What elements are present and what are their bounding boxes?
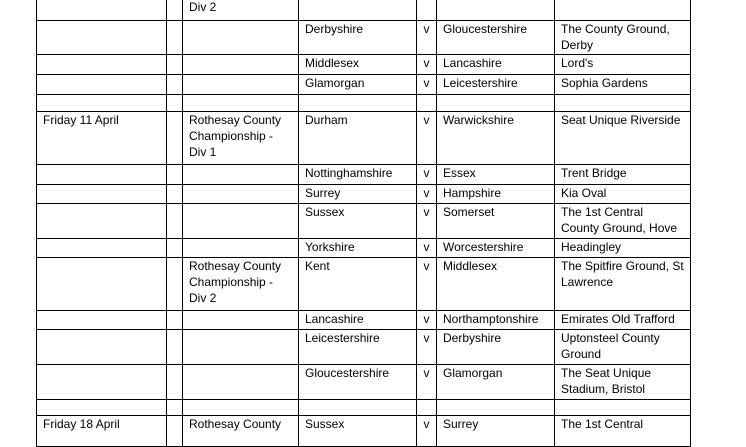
venue-cell: The 1st Central xyxy=(555,416,691,447)
fixture-row xyxy=(37,112,691,165)
away-team-cell: Northamptonshire xyxy=(437,311,555,330)
versus-cell: v xyxy=(417,365,437,400)
versus-cell: v xyxy=(417,258,437,311)
competition-cell xyxy=(183,21,299,55)
gap-cell xyxy=(167,185,183,204)
versus-cell: v xyxy=(417,165,437,185)
gap-cell xyxy=(167,21,183,55)
date-cell xyxy=(37,165,167,185)
date-cell xyxy=(37,330,167,365)
fixture-row xyxy=(37,311,691,330)
home-team-cell: Leicestershire xyxy=(299,330,417,365)
versus-cell: v xyxy=(417,239,437,258)
gap-cell xyxy=(167,112,183,165)
fixture-row xyxy=(37,0,691,21)
fixtures-table xyxy=(36,0,691,447)
venue-cell: Seat Unique Riverside xyxy=(555,112,691,165)
versus-cell: v xyxy=(417,204,437,239)
competition-cell: Rothesay County Championship - Div 1 xyxy=(183,112,299,165)
date-cell xyxy=(37,55,167,75)
fixture-row xyxy=(37,239,691,258)
competition-cell xyxy=(183,311,299,330)
versus-cell: v xyxy=(417,311,437,330)
venue-cell: Kia Oval xyxy=(555,185,691,204)
competition-cell: Rothesay County xyxy=(183,416,299,447)
competition-cell xyxy=(183,204,299,239)
date-cell xyxy=(37,21,167,55)
competition-cell: Rothesay County Championship - Div 2 xyxy=(183,258,299,311)
away-team-cell xyxy=(437,95,555,112)
gap-cell xyxy=(167,0,183,21)
date-cell xyxy=(37,0,167,21)
date-cell xyxy=(37,204,167,239)
fixture-row xyxy=(37,204,691,239)
away-team-cell: Essex xyxy=(437,165,555,185)
home-team-cell: Lancashire xyxy=(299,311,417,330)
venue-cell xyxy=(555,0,691,21)
versus-cell: v xyxy=(417,416,437,447)
home-team-cell: Derbyshire xyxy=(299,21,417,55)
date-cell xyxy=(37,239,167,258)
fixture-row xyxy=(37,258,691,311)
competition-cell xyxy=(183,165,299,185)
gap-cell xyxy=(167,55,183,75)
home-team-cell: Kent xyxy=(299,258,417,311)
fixture-row xyxy=(37,416,691,447)
home-team-cell: Surrey xyxy=(299,185,417,204)
versus-cell xyxy=(417,0,437,21)
competition-cell xyxy=(183,75,299,95)
venue-cell: The 1st Central County Ground, Hove xyxy=(555,204,691,239)
versus-cell xyxy=(417,400,437,416)
gap-cell xyxy=(167,165,183,185)
away-team-cell: Middlesex xyxy=(437,258,555,311)
away-team-cell: Derbyshire xyxy=(437,330,555,365)
away-team-cell: Leicestershire xyxy=(437,75,555,95)
venue-cell: Uptonsteel County Ground xyxy=(555,330,691,365)
gap-cell xyxy=(167,258,183,311)
away-team-cell: Warwickshire xyxy=(437,112,555,165)
fixture-row xyxy=(37,185,691,204)
gap-cell xyxy=(167,416,183,447)
home-team-cell xyxy=(299,400,417,416)
competition-cell: Div 2 xyxy=(183,0,299,21)
fixture-row xyxy=(37,75,691,95)
date-cell: Friday 18 April xyxy=(37,416,167,447)
gap-cell xyxy=(167,365,183,400)
venue-cell xyxy=(555,95,691,112)
venue-cell: Headingley xyxy=(555,239,691,258)
venue-cell: Sophia Gardens xyxy=(555,75,691,95)
venue-cell: The County Ground, Derby xyxy=(555,21,691,55)
gap-cell xyxy=(167,311,183,330)
competition-cell xyxy=(183,95,299,112)
venue-cell: The Seat Unique Stadium, Bristol xyxy=(555,365,691,400)
fixture-row xyxy=(37,55,691,75)
home-team-cell: Middlesex xyxy=(299,55,417,75)
venue-cell: Lord's xyxy=(555,55,691,75)
home-team-cell: Gloucestershire xyxy=(299,365,417,400)
competition-cell xyxy=(183,185,299,204)
versus-cell: v xyxy=(417,75,437,95)
home-team-cell: Yorkshire xyxy=(299,239,417,258)
date-cell xyxy=(37,365,167,400)
gap-cell xyxy=(167,330,183,365)
fixture-row xyxy=(37,21,691,55)
home-team-cell: Sussex xyxy=(299,416,417,447)
date-cell xyxy=(37,311,167,330)
date-cell xyxy=(37,258,167,311)
home-team-cell xyxy=(299,95,417,112)
competition-cell xyxy=(183,330,299,365)
away-team-cell: Hampshire xyxy=(437,185,555,204)
fixture-row xyxy=(37,95,691,112)
date-cell xyxy=(37,185,167,204)
home-team-cell: Nottinghamshire xyxy=(299,165,417,185)
venue-cell: The Spitfire Ground, St Lawrence xyxy=(555,258,691,311)
venue-cell: Emirates Old Trafford xyxy=(555,311,691,330)
date-cell xyxy=(37,400,167,416)
venue-cell xyxy=(555,400,691,416)
fixture-row xyxy=(37,165,691,185)
gap-cell xyxy=(167,75,183,95)
home-team-cell xyxy=(299,0,417,21)
fixture-row xyxy=(37,365,691,400)
away-team-cell: Surrey xyxy=(437,416,555,447)
date-cell: Friday 11 April xyxy=(37,112,167,165)
away-team-cell xyxy=(437,400,555,416)
gap-cell xyxy=(167,204,183,239)
competition-cell xyxy=(183,365,299,400)
date-cell xyxy=(37,75,167,95)
versus-cell: v xyxy=(417,112,437,165)
gap-cell xyxy=(167,239,183,258)
versus-cell: v xyxy=(417,21,437,55)
versus-cell: v xyxy=(417,55,437,75)
away-team-cell xyxy=(437,0,555,21)
date-cell xyxy=(37,95,167,112)
home-team-cell: Durham xyxy=(299,112,417,165)
gap-cell xyxy=(167,95,183,112)
versus-cell: v xyxy=(417,330,437,365)
fixture-row xyxy=(37,400,691,416)
away-team-cell: Lancashire xyxy=(437,55,555,75)
venue-cell: Trent Bridge xyxy=(555,165,691,185)
away-team-cell: Somerset xyxy=(437,204,555,239)
fixture-row xyxy=(37,330,691,365)
gap-cell xyxy=(167,400,183,416)
competition-cell xyxy=(183,239,299,258)
away-team-cell: Worcestershire xyxy=(437,239,555,258)
competition-cell xyxy=(183,400,299,416)
away-team-cell: Gloucestershire xyxy=(437,21,555,55)
competition-cell xyxy=(183,55,299,75)
home-team-cell: Glamorgan xyxy=(299,75,417,95)
away-team-cell: Glamorgan xyxy=(437,365,555,400)
versus-cell: v xyxy=(417,185,437,204)
home-team-cell: Sussex xyxy=(299,204,417,239)
versus-cell xyxy=(417,95,437,112)
